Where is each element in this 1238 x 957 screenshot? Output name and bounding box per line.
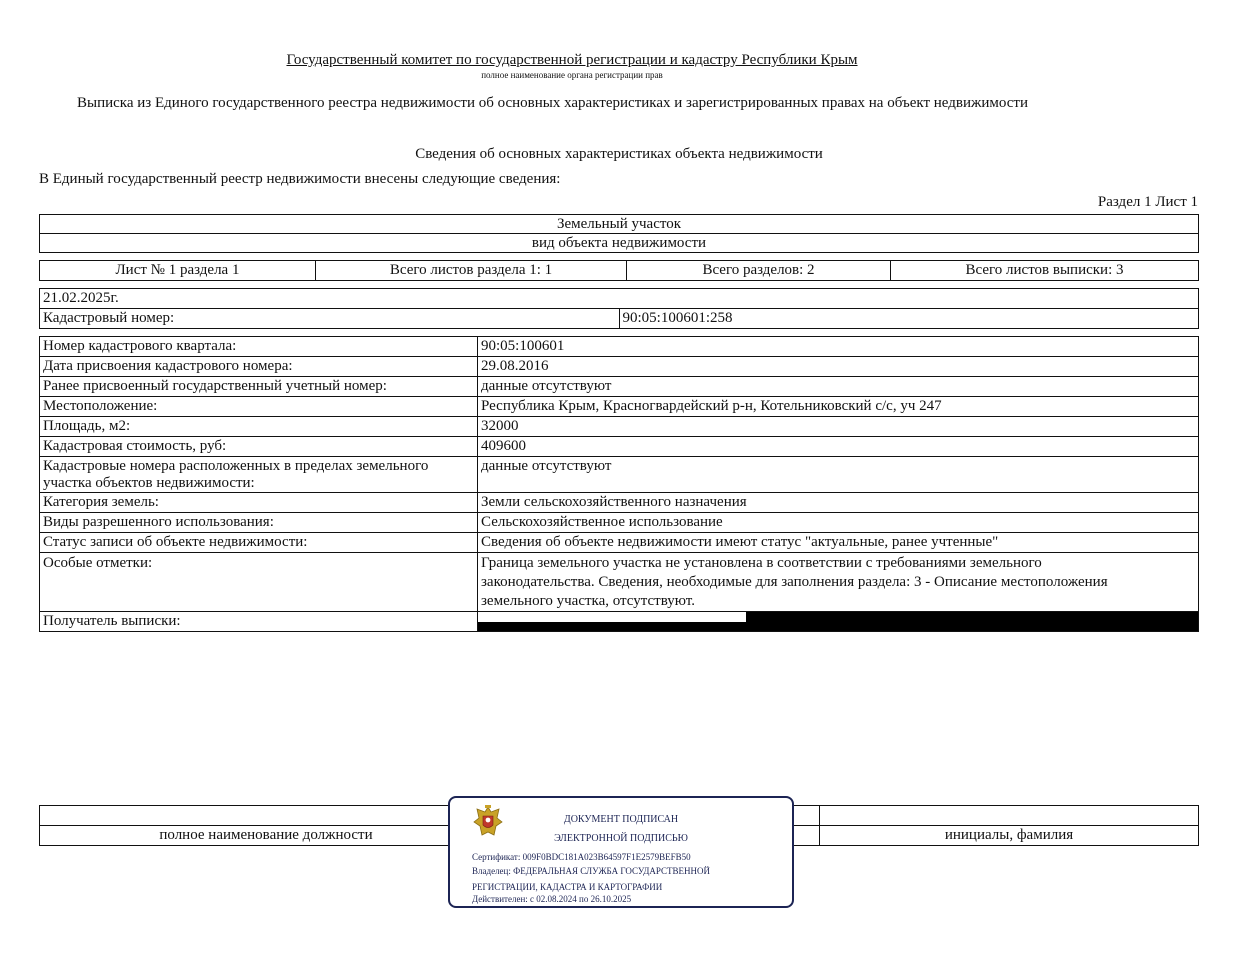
object-kind-table	[39, 214, 1199, 253]
row-value: Граница земельного участка не установлена в соответствии с требованиями земельного законодательства. Сведения, необходимые для заполнения раздела: 3 - Описание местоположения земельного участка, отсутствуют.	[478, 553, 1199, 612]
extract-date: 21.02.2025г.	[40, 289, 1199, 309]
position-field	[40, 806, 493, 826]
table-row	[40, 513, 1199, 533]
registration-authority-caption: полное наименование органа регистрации прав	[481, 70, 663, 80]
sheet-of-section: Лист № 1 раздела 1	[40, 261, 316, 281]
total-sheets-section: Всего листов раздела 1: 1	[316, 261, 627, 281]
sheets-info-table	[39, 260, 1199, 281]
row-label: Виды разрешенного использования:	[40, 513, 478, 533]
row-label: Номер кадастрового квартала:	[40, 337, 478, 357]
total-sheets-extract: Всего листов выписки: 3	[891, 261, 1199, 281]
object-kind-caption: вид объекта недвижимости	[40, 234, 1199, 253]
stamp-owner-line-1: Владелец: ФЕДЕРАЛЬНАЯ СЛУЖБА ГОСУДАРСТВЕННОЙ	[472, 866, 711, 876]
cadastral-number-label: Кадастровый номер:	[40, 309, 620, 329]
stamp-heading-2: ЭЛЕКТРОННОЙ ПОДПИСЬЮ	[554, 833, 688, 844]
table-row	[40, 417, 1199, 437]
electronic-signature-stamp	[448, 796, 794, 908]
registration-authority-name: Государственный комитет по государственной регистрации и кадастру Республики Крым	[286, 52, 858, 68]
cadastral-number-value: 90:05:100601:258	[619, 309, 1199, 329]
total-sections: Всего разделов: 2	[627, 261, 891, 281]
stamp-validity: Действителен: с 02.08.2024 по 26.10.2025	[472, 894, 632, 904]
row-value: 32000	[478, 417, 1199, 437]
row-value: 90:05:100601	[478, 337, 1199, 357]
document-title: Выписка из Единого государственного реестра недвижимости об основных характеристиках и зарегистрированных правах на объект недвижимости	[77, 95, 1029, 111]
date-cadastral-table	[39, 288, 1199, 329]
table-row	[40, 493, 1199, 513]
row-value: 409600	[478, 437, 1199, 457]
row-value: данные отсутствуют	[478, 377, 1199, 397]
row-label: Ранее присвоенный государственный учетный номер:	[40, 377, 478, 397]
table-row	[40, 457, 1199, 493]
row-label: Категория земель:	[40, 493, 478, 513]
table-row	[40, 533, 1199, 553]
row-label: Кадастровая стоимость, руб:	[40, 437, 478, 457]
row-value: Республика Крым, Красногвардейский р-н, Котельниковский с/с, уч 247	[478, 397, 1199, 417]
redaction-mark	[746, 612, 1198, 631]
row-label: Особые отметки:	[40, 553, 478, 612]
row-label: Площадь, м2:	[40, 417, 478, 437]
table-row	[40, 397, 1199, 417]
row-value: 29.08.2016	[478, 357, 1199, 377]
row-value: Сведения об объекте недвижимости имеют статус "актуальные, ранее учтенные"	[478, 533, 1199, 553]
row-label: Местоположение:	[40, 397, 478, 417]
recipient-value-redacted	[478, 612, 1199, 632]
row-label: Статус записи об объекте недвижимости:	[40, 533, 478, 553]
table-row	[40, 612, 1199, 632]
table-row	[40, 437, 1199, 457]
intro-text: В Единый государственный реестр недвижимости внесены следующие сведения:	[39, 171, 561, 187]
object-kind: Земельный участок	[40, 215, 1199, 234]
name-caption: инициалы, фамилия	[820, 826, 1199, 846]
redaction-mark	[478, 622, 748, 631]
section-subtitle: Сведения об основных характеристиках объекта недвижимости	[415, 146, 823, 162]
table-row	[40, 357, 1199, 377]
row-label: Кадастровые номера расположенных в пределах земельного участка объектов недвижимости:	[40, 457, 478, 493]
position-caption: полное наименование должности	[40, 826, 493, 846]
stamp-owner-line-2: РЕГИСТРАЦИИ, КАДАСТРА И КАРТОГРАФИИ	[472, 882, 663, 892]
row-value: Земли сельскохозяйственного назначения	[478, 493, 1199, 513]
row-value: Сельскохозяйственное использование	[478, 513, 1199, 533]
section-sheet-reference: Раздел 1 Лист 1	[1097, 194, 1198, 210]
name-field	[820, 806, 1199, 826]
row-value: данные отсутствуют	[478, 457, 1199, 493]
table-row	[40, 337, 1199, 357]
stamp-certificate: Сертификат: 009F0BDC181A023B64597F1E2579BEFB50	[472, 852, 691, 862]
characteristics-table	[39, 336, 1199, 632]
recipient-label: Получатель выписки:	[40, 612, 478, 632]
stamp-heading-1: ДОКУМЕНТ ПОДПИСАН	[563, 814, 679, 825]
table-row	[40, 553, 1199, 612]
table-row	[40, 377, 1199, 397]
row-label: Дата присвоения кадастрового номера:	[40, 357, 478, 377]
